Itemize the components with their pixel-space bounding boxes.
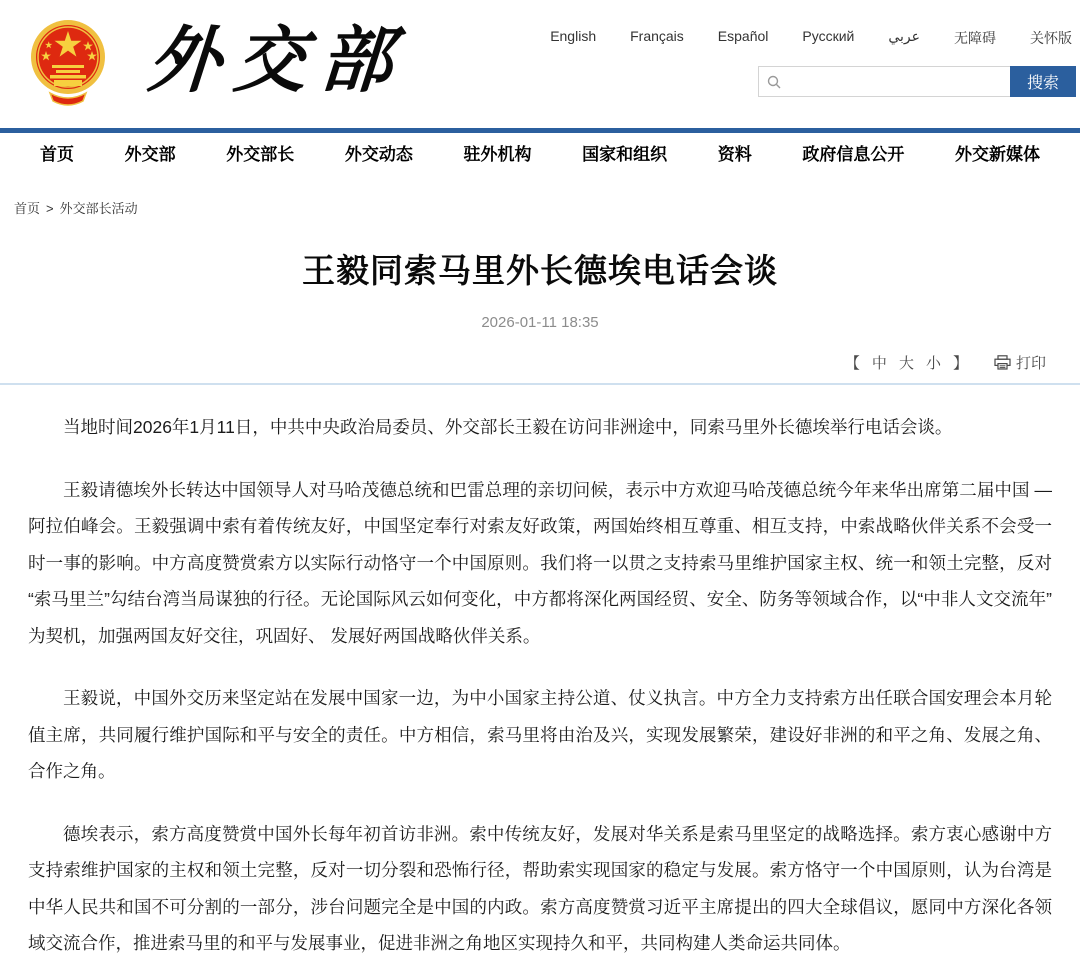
bracket-close: 】 [952,354,968,372]
article-title: 王毅同索马里外长德埃电话会谈 [302,252,778,289]
print-button[interactable] [994,352,1046,373]
nav-item-home[interactable]: 首页 [40,145,74,164]
nav-item-countries-organizations[interactable]: 国家和组织 [582,145,668,164]
lang-espanol[interactable]: Español [717,28,769,44]
breadcrumb-home[interactable]: 首页 [14,201,41,216]
font-size-medium-button[interactable]: 中 [871,354,887,372]
article-datetime: 2026-01-11 18:35 [481,314,599,331]
search-box [758,66,1076,97]
bracket-open: 【 [844,354,860,372]
print-label: 打印 [1015,354,1046,372]
mfa-calligraphy-logo: 外交部 [145,21,409,101]
lang-accessibility[interactable]: 无障碍 [954,30,996,46]
lang-russian[interactable]: Русский [802,28,855,44]
search-button[interactable]: 搜索 [1010,66,1076,97]
printer-icon [994,355,1011,370]
article-paragraph: 当地时间2026年1月11日，中共中央政治局委员、外交部长王毅在访问非洲途中，同索马里外长德埃举行电话会谈。 [63,417,953,437]
nav-item-new-media[interactable]: 外交新媒体 [955,145,1040,164]
site-header [0,0,1080,128]
font-size-small-button[interactable]: 小 [925,354,941,372]
nav-item-diplomatic-activities[interactable]: 外交动态 [344,145,413,164]
search-input[interactable] [787,74,1010,90]
main-nav [0,128,1080,172]
nav-item-mfa[interactable]: 外交部 [124,145,176,164]
logo-block [30,14,409,109]
breadcrumb [0,172,1080,217]
nav-item-missions-abroad[interactable]: 驻外机构 [463,145,532,164]
search-icon [767,75,781,89]
article [0,245,1080,962]
article-paragraph: 王毅说，中国外交历来坚定站在发展中国家一边，为中小国家主持公道、仗义执言。中方全力支持索方出任联合国安理会本月轮值主席，共同履行维护国际和平与安全的责任。中方相信，索马里将由治及兴，实现发展繁荣，建设好非洲的和平之角、发展之角、合作之角。 [28,688,1052,781]
nav-item-foreign-minister[interactable]: 外交部长 [226,145,295,164]
national-emblem-icon [30,17,106,107]
article-paragraph: 王毅请德埃外长转达中国领导人对马哈茂德总统和巴雷总理的亲切问候，表示中方欢迎马哈茂德总统今年来华出席第二届中国 —阿拉伯峰会。王毅强调中索有着传统友好，中国坚定奉行对索友好政策，两国始终相互尊重、相互支持，中索战略伙伴关系不会受一时一事的影响。中方高度赞赏索方以实际行动恪守一个中国原则。我们将一以贯之支持索马里维护国家主权、统一和领土完整，反对“索马里兰”勾结台湾当局谋独的行径。无论国际风云如何变化，中方都将深化两国经贸、安全、防务等领域合作，以“中非人文交流年”为契机，加强两国友好交往，巩固好、 发展好两国战略伙伴关系。 [28,479,1052,646]
article-paragraph: 德埃表示，索方高度赞赏中国外长每年初首访非洲。索中传统友好，发展对华关系是索马里坚定的战略选择。索方衷心感谢中方支持索维护国家的主权和领土完整，反对一切分裂和恐怖行径，帮助索实现国家的稳定与发展。索方恪守一个中国原则，认为台湾是中华人民共和国不可分割的一部分，涉台问题完全是中国的内政。索方高度赞赏习近平主席提出的四大全球倡议，愿同中方深化各领域交流合作，推进索马里的和平与发展事业，促进非洲之角地区实现持久和平，共同构建人类命运共同体。 [28,823,1052,953]
lang-english[interactable]: English [550,28,597,44]
lang-francais[interactable]: Français [630,28,684,44]
lang-care-version[interactable]: 关怀版 [1030,30,1072,46]
nav-item-resources[interactable]: 资料 [717,145,752,164]
breadcrumb-current: 外交部长活动 [59,201,138,216]
nav-item-gov-info-disclosure[interactable]: 政府信息公开 [802,145,905,164]
font-size-controls [845,352,968,373]
language-switcher [550,28,1076,48]
article-tools [0,351,1080,373]
font-size-large-button[interactable]: 大 [898,354,914,372]
lang-arabic[interactable]: عربي [888,28,920,44]
article-body [0,385,1080,962]
breadcrumb-separator: > [46,201,54,216]
